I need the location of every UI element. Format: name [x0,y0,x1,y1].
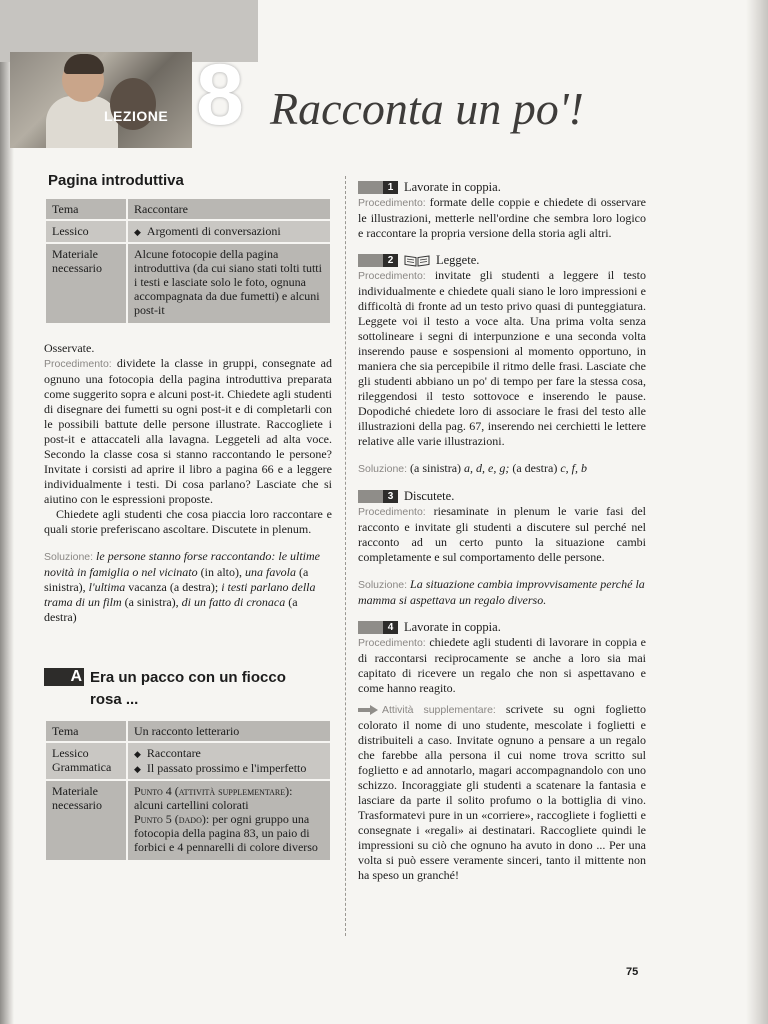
exercise-2-procedure: Procedimento: invitate gli studenti a leggere il testo individualmente e chiedete quali siano le loro impressioni e difficoltà di fronte ad un testo privo quasi di punteggiatura. Leggete voi il testo a voce alta. Una prima volta senza sottolineare i segni di interpunzione e una seconda volta inserendo pause e sospensioni al momento opportuno, in maniera che sia percepibile il ritmo delle frasi. Lasciate che gli studenti abbiano un po' di tempo per fare la stessa cosa, rileggendosi il testo sottovoce e inserendo le pause. Dopodiché chiedete loro di associare le frasi del testo alle illustrazioni della pag. 67, inserendo nei cerchietti le lettere relative alle varie illustrazioni. [358,268,647,448]
section-a-title: Era un pacco con un fiocco rosa ... [90,669,286,708]
exercise-number-box: 2 [358,254,398,267]
page-binding-shadow [0,0,14,1024]
exercise-4-supplementary: Attività supplementare: scrivete su ogni foglietto colorato il nome di uno studente, mescolate i foglietti e distribuiteli a caso. Invitate ognuno a pensare a un regalo che farebbe alla persona il cui nome trova scritto sul foglietto e ad annotarlo, magari accompagnandolo con uno schizzo. Incoraggiate gli studenti a scatenare la fantasia e lasciare da parte il solito profumo o la bottiglia di vino. Trasformatevi pure in un «corriere», raccogliete i foglietti e consegnate i «regali» ai destinatari. Raccogliete quindi le impressioni su ciò che ognuno ha avuto in dono ... Per una volta si può essere veramente sinceri, tanto il mittente non ha speso un granché! [358,702,647,882]
exercise-number-box: 3 [358,490,398,503]
lesson-photo [10,52,192,148]
exercise-1-header [358,180,646,195]
exercise-3-header [358,489,646,504]
exercise-4-procedure: Procedimento: chiedete agli studenti di lavorare in coppia e di raccontarsi reciprocamente se anche a loro sia mai capitato di ricevere un regalo che non si aspettavano e come hanno reagito. [358,635,647,695]
exercise-3-solution: Soluzione: La situazione cambia improvvisamente perché la mamma si aspettava un regalo diverso. [358,577,645,607]
page-number: 75 [626,966,639,978]
exercise-3-procedure: Procedimento: riesaminate in plenum le varie fasi del racconto e invitate gli studenti a discutere sul perché nel racconto ad un certo punto la situazione cambi completamente e sul comportamento delle persone. [358,504,647,564]
exercise-2-header [358,253,646,268]
materiale-label: Materiale necessario [46,243,127,324]
right-column [358,180,646,883]
exercise-number-box: 1 [358,181,398,194]
tema-label: Tema [46,721,127,742]
intro-info-table [46,199,330,325]
section-a-header [44,667,332,711]
intro-paragraph-2: Chiedete agli studenti che cosa piaccia loro raccontare e quali storie preferiscano ascoltare. Discutete in plenum. [44,507,332,536]
lesson-number: 8 [196,47,244,143]
intro-heading: Pagina introduttiva [48,172,184,189]
exercise-4-header [358,620,646,635]
bullet-icon [134,224,147,238]
exercise-2-solution: Soluzione: (a sinistra) a, d, e, g; (a destra) c, f, b [358,461,588,475]
exercise-1-procedure: Procedimento: formate delle coppie e chiedete di osservare le illustrazioni, metterle nell'ordine che sembra loro logico e raccontare la propria versione della storia agli altri. [358,195,647,240]
exercise-4-title: Lavorate in coppia. [404,620,501,634]
exercise-1-title: Lavorate in coppia. [404,180,501,194]
lesson-title: Racconta un po'! [270,83,584,134]
page-edge-shadow [746,0,768,1024]
arrow-right-icon [358,705,378,715]
lessico-grammatica-value: ◆ Raccontare ◆ Il passato prossimo e l'imperfetto [127,742,330,780]
exercise-2-title: Leggete. [436,253,480,267]
left-column [44,172,332,862]
materiale-value: Punto 4 (attività supplementare): alcuni cartellini colorati Punto 5 (dado): per ogni gruppo una fotocopia della pagina 83, un paio di forbici e 4 pennarelli di colore diverso [127,780,330,861]
materiale-label: Materiale necessario [46,780,127,861]
section-a-info-table [46,721,330,862]
lessico-value: Argomenti di conversazioni [146,224,281,238]
lesson-tag: LEZIONE [104,108,169,124]
osservate-title: Osservate. [44,341,95,355]
tema-label: Tema [46,199,127,220]
materiale-value: Alcune fotocopie della pagina introduttiva (da cui siano stati tolti tutti i testi e lasciate solo le foto, ognuna accompagnata da due fumetti) e alcuni post-it [127,243,330,324]
intro-procedure: Procedimento: dividete la classe in gruppi, consegnate ad ognuno una fotocopia della pagina introduttiva preparata come suggerito sopra e alcuni post-it. Chiedete agli studenti di disegnare dei fumetti su ogni post-it e di completarli con le possibili battute delle persone illustrate. Raccogliete i post-it e attaccateli alla lavagna. Leggeteli ad alta voce. Secondo la classe cosa si stanno raccontando le persone? Invitate i corsisti ad aprire il libro a pagina 66 e a leggere individualmente i testi. Di cosa parlano? Lasciate che si aiutino con le espressioni proposte. [44,356,333,506]
exercise-number-box: 4 [358,621,398,634]
lessico-label: Lessico [46,220,127,243]
column-divider [345,176,346,936]
section-letter-box: A [44,668,84,686]
exercise-3-title: Discutete. [404,489,455,503]
intro-solution: Soluzione: le persone stanno forse raccontando: le ultime novità in famiglia o nel vicinato (in alto), una favola (a sinistra), l'ultima vacanza (a destra); i testi parlano della trama di un film (a sinistra), di un fatto di cronaca (a destra) [44,549,321,624]
tema-value: Raccontare [127,199,330,220]
tema-value: Un racconto letterario [127,721,330,742]
open-book-icon [404,254,430,267]
lessico-grammatica-label: Lessico Grammatica [46,742,127,780]
